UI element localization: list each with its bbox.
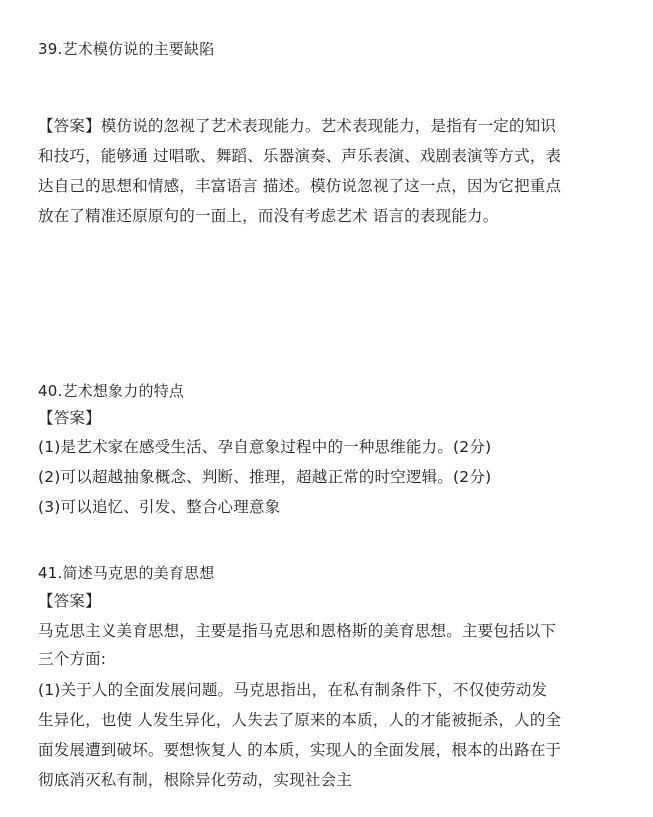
q41-intro-line: 马克思主义美育思想，主要是指马克思和恩格斯的美育思想。主要包括以下 [38, 622, 557, 640]
q41-intro-line: 三个方面: [38, 650, 107, 668]
q40-item-1: (1)是艺术家在感受生活、孕自意象过程中的一种思维能力。(2分) [38, 438, 492, 456]
q41-point-line: 彻底消灭私有制，根除异化劳动，实现社会主 [38, 771, 353, 789]
q41-title: 41.简述马克思的美育思想 [38, 564, 215, 582]
q41-point-line: 生异化，也使 人发生异化，人失去了原来的本质，人的才能被扼杀，人的全 [38, 711, 562, 729]
q39-answer-line: 放在了精准还原原句的一面上，而没有考虑艺术 语言的表现能力。 [38, 207, 499, 225]
q41-point-1 [38, 675, 600, 795]
q39-title: 39.艺术模仿说的主要缺陷 [38, 40, 215, 58]
q41-point-line: 面发展遭到破坏。要想恢复人 的本质，实现人的全面发展，根本的出路在于 [38, 741, 562, 759]
q41-answer-label: 【答案】 [38, 592, 101, 610]
q40-title: 40.艺术想象力的特点 [38, 382, 185, 400]
q39-answer-line: 和技巧，能够通 过唱歌、舞蹈、乐器演奏、声乐表演、戏剧表演等方式，表 [38, 147, 562, 165]
q41-point-line: (1)关于人的全面发展问题。马克思指出，在私有制条件下，不仅使劳动发 [38, 681, 548, 699]
q40-answer-label: 【答案】 [38, 409, 101, 427]
q40-item-2: (2)可以超越抽象概念、判断、推理，超越正常的时空逻辑。(2分) [38, 468, 492, 486]
q39-answer-line: 达自己的思想和情感，丰富语言 描述。模仿说忽视了这一点，因为它把重点 [38, 177, 562, 195]
q39-answer [38, 111, 600, 231]
q41-intro [38, 617, 600, 673]
q40-item-3: (3)可以追忆、引发、整合心理意象 [38, 498, 281, 516]
q39-answer-line: 【答案】模仿说的忽视了艺术表现能力。艺术表现能力，是指有一定的知识 [38, 117, 557, 135]
